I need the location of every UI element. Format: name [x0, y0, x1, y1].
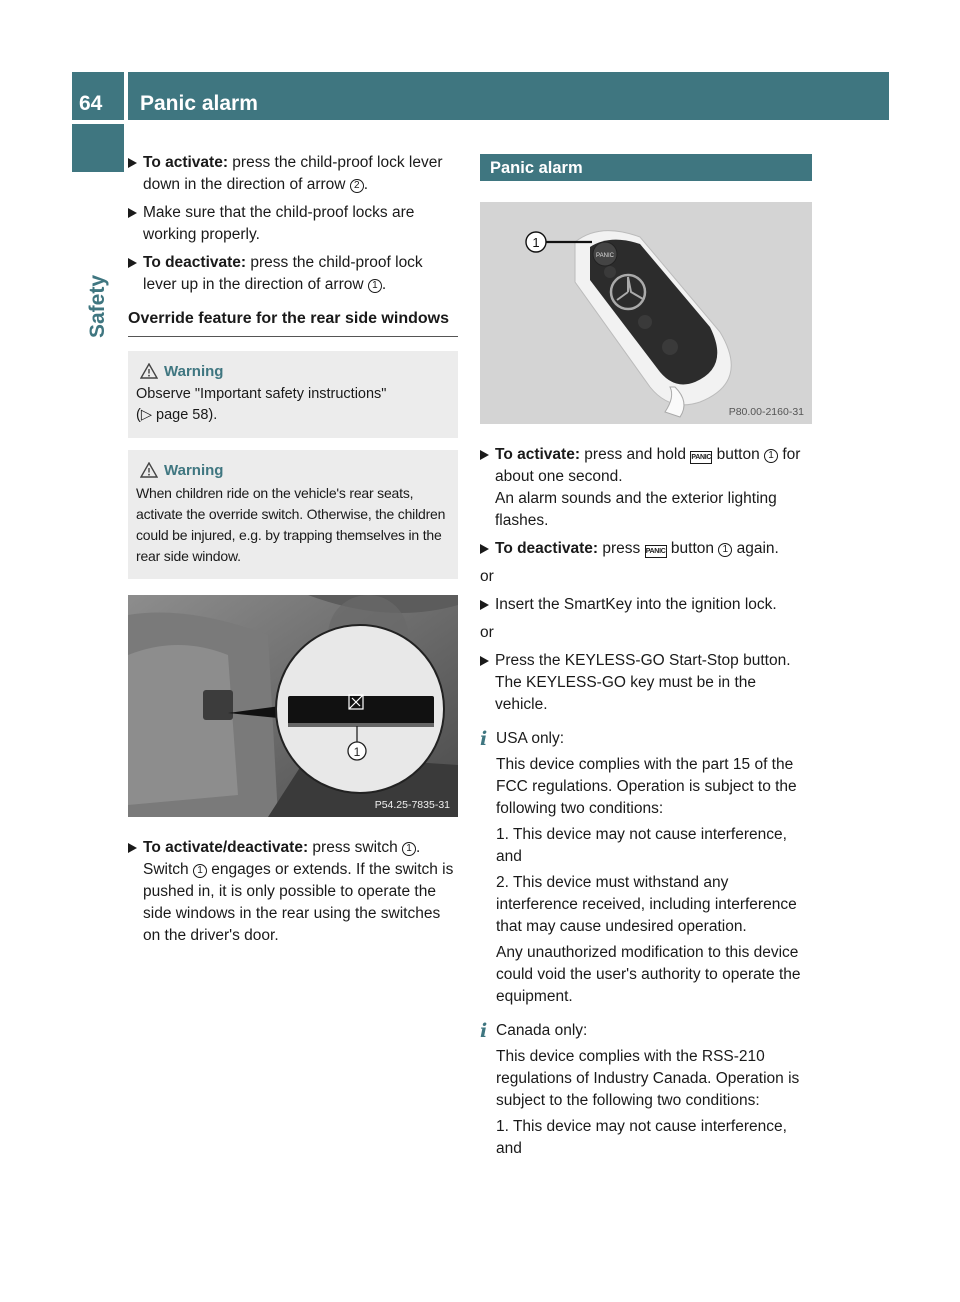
step-check-childlock	[128, 202, 458, 246]
step-bold-label: To activate/deactivate:	[143, 839, 309, 856]
step-text: press the child-proof lock lever up in the direction of arrow	[143, 254, 423, 293]
photo-reference: P54.25-7835-31	[374, 799, 450, 811]
callout-2-icon: 2	[350, 179, 364, 193]
step-deactivate-childlock	[128, 252, 458, 296]
step-text: Insert the SmartKey into the ignition lock.	[495, 596, 777, 613]
door-switch-photo	[128, 595, 458, 817]
step-arrow-icon	[480, 656, 489, 666]
info-canada	[480, 1020, 812, 1160]
left-column	[128, 152, 458, 953]
step-arrow-icon	[128, 208, 137, 218]
page-header-title: Panic alarm	[128, 72, 889, 120]
step-arrow-icon	[128, 843, 137, 853]
info-text: This device complies with the part 15 of the FCC regulations. Operation is subject to the following two conditions:	[496, 756, 797, 817]
smartkey-illustration	[480, 202, 812, 424]
warning-box-2	[128, 450, 458, 579]
step-activate-override	[128, 837, 458, 947]
info-title: Canada only:	[496, 1022, 588, 1039]
warning-title-text: Warning	[164, 363, 224, 380]
step-arrow-icon	[128, 258, 137, 268]
callout-1-icon: 1	[402, 842, 416, 856]
warning-box-1	[128, 351, 458, 438]
warning-title	[164, 361, 450, 382]
callout-1-icon: 1	[193, 864, 207, 878]
info-text: Any unauthorized modification to this device could void the user's authority to operate the equipment.	[496, 944, 801, 1005]
step-text: button	[666, 540, 719, 557]
step-text: press the child-proof lock lever down in the direction of arrow	[143, 154, 443, 193]
callout-1-icon: 1	[368, 279, 382, 293]
warning-triangle-icon	[140, 363, 158, 379]
step-insert-smartkey	[480, 594, 812, 616]
step-arrow-icon	[128, 158, 137, 168]
step-bold-label: To deactivate:	[143, 254, 247, 271]
panic-key-label: PANIC	[596, 253, 614, 259]
smartkey-photo	[480, 202, 812, 424]
or-separator: or	[480, 624, 494, 641]
step-text: . Switch	[143, 839, 421, 878]
warning-text: When children ride on the vehicle's rear seats, activate the override switch. Otherwise, the children could be injured, e.g. by trapping themselves in the rear side window.	[136, 485, 446, 564]
warning-title	[164, 460, 450, 481]
side-tab-block	[72, 124, 124, 172]
step-bold-label: To deactivate:	[495, 540, 599, 557]
step-text: press switch	[308, 839, 403, 856]
step-arrow-icon	[480, 600, 489, 610]
step-end: .	[381, 276, 387, 293]
step-text: press and hold	[580, 446, 691, 463]
subheading-override: Override feature for the rear side windows	[128, 308, 458, 337]
info-text: 1. This device may not cause interference, and	[496, 1118, 787, 1157]
door-switch-illustration	[128, 595, 458, 817]
info-text: 1. This device may not cause interference, and	[496, 826, 787, 865]
page-number: 64	[72, 72, 124, 120]
photo-reference: P80.00-2160-31	[728, 406, 804, 418]
panic-button-icon: PANIC	[645, 545, 667, 558]
warning-title-text: Warning	[164, 462, 224, 479]
panic-button-icon: PANIC	[690, 451, 712, 464]
warning-page-link[interactable]: (▷ page 58).	[136, 407, 218, 423]
step-bold-label: To activate:	[143, 154, 228, 171]
step-bold-label: To activate:	[495, 446, 580, 463]
side-section-tab	[86, 256, 116, 356]
warning-text: Observe "Important safety instructions"	[136, 386, 387, 402]
photo-callout-1: 1	[532, 235, 540, 250]
step-keyless-go	[480, 650, 812, 716]
step-result: An alarm sounds and the exterior lighting flashes.	[495, 490, 777, 529]
step-activate-childlock	[128, 152, 458, 196]
step-deactivate-panic	[480, 538, 812, 560]
warning-triangle-icon	[140, 462, 158, 478]
step-text: Make sure that the child-proof locks are working properly.	[143, 204, 415, 243]
right-column	[480, 154, 812, 1164]
photo-callout-1: 1	[353, 745, 361, 759]
info-text: This device complies with the RSS-210 regulations of Industry Canada. Operation is subject to the following two conditions:	[496, 1048, 800, 1109]
callout-1-icon: 1	[718, 543, 732, 557]
step-end: .	[363, 176, 369, 193]
step-text: Press the KEYLESS-GO Start-Stop button.	[495, 652, 791, 669]
step-arrow-icon	[480, 544, 489, 554]
step-text: engages or extends. If the switch is pushed in, it is only possible to operate the side windows in the rear using the switches on the driver's door.	[143, 861, 454, 944]
step-text: press	[598, 540, 645, 557]
info-title: USA only:	[496, 730, 565, 747]
or-separator: or	[480, 568, 494, 585]
step-arrow-icon	[480, 450, 489, 460]
info-icon: i	[480, 1020, 488, 1042]
info-usa	[480, 728, 812, 1008]
step-text: again.	[732, 540, 779, 557]
section-title-bar: Panic alarm	[480, 154, 812, 181]
step-text: button	[712, 446, 765, 463]
info-text: 2. This device must withstand any interference received, including interference that may cause undesired operation.	[496, 874, 797, 935]
step-activate-panic	[480, 444, 812, 532]
step-result: The KEYLESS-GO key must be in the vehicle.	[495, 674, 757, 713]
step-text: for about one second.	[495, 446, 801, 485]
side-section-label: Safety	[86, 274, 109, 338]
callout-1-icon: 1	[764, 449, 778, 463]
info-icon: i	[480, 728, 488, 750]
